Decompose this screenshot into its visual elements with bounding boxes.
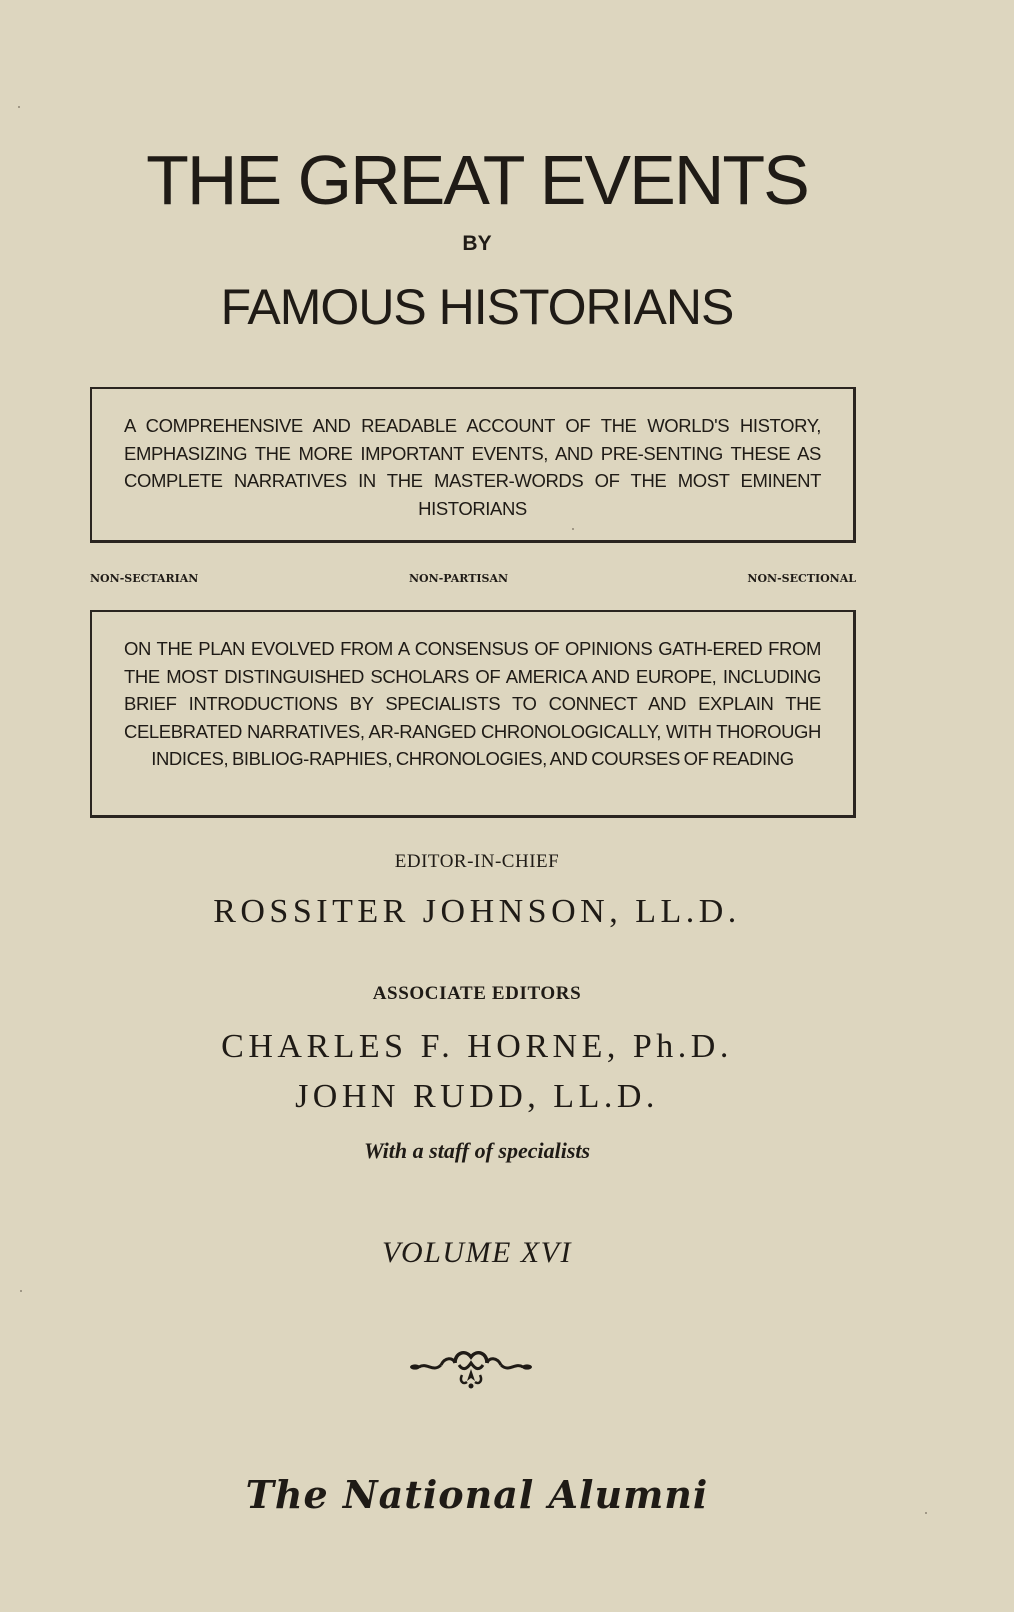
tag-non-partisan: NON-PARTISAN bbox=[409, 572, 509, 585]
description-text: A COMPREHENSIVE AND READABLE ACCOUNT OF THE WORLD'S HISTORY, EMPHASIZING THE MORE IMPORTANT EVENTS, AND PRE-SENTING THESE AS COMPLETE NARRATIVES IN THE MASTER-WORDS OF THE MOST EMINENT HISTORIANS bbox=[124, 415, 821, 519]
plan-box bbox=[90, 610, 856, 818]
volume-number: VOLUME XVI bbox=[382, 1236, 572, 1269]
associate-editors-label: ASSOCIATE EDITORS bbox=[372, 983, 582, 1004]
tag-non-sectional: NON-SECTIONAL bbox=[747, 572, 856, 585]
description-box bbox=[90, 387, 856, 543]
staff-note: With a staff of specialists bbox=[363, 1138, 591, 1163]
publisher-name: The National Alumni bbox=[245, 1472, 709, 1517]
paper-speck bbox=[572, 528, 574, 530]
editor-in-chief-name: ROSSITER JOHNSON, LL.D. bbox=[213, 893, 741, 930]
plan-text: ON THE PLAN EVOLVED FROM A CONSENSUS OF OPINIONS GATH-ERED FROM THE MOST DISTINGUISHED SCHOLARS OF AMERICA AND EUROPE, INCLUDING BRIEF INTRODUCTIONS BY SPECIALISTS TO CONNECT AND EXPLAIN THE CELEBRATED NARRATIVES, AR-RANGED CHRONOLOGICALLY, WITH THOROUGH INDICES, BIBLIOG-RAPHIES, CHRONOLOGIES, AND COURSES OF READING bbox=[124, 638, 821, 769]
associate-editor-name: CHARLES F. HORNE, Ph.D. bbox=[221, 1028, 733, 1065]
paper-speck bbox=[925, 1512, 927, 1514]
paper-speck bbox=[18, 106, 20, 108]
fleuron-ornament-icon bbox=[407, 1345, 535, 1393]
tagline-row bbox=[90, 572, 856, 588]
associate-editor-name: JOHN RUDD, LL.D. bbox=[295, 1078, 659, 1115]
book-title: THE GREAT EVENTS bbox=[146, 141, 808, 219]
editor-in-chief-label: EDITOR-IN-CHIEF bbox=[394, 851, 560, 872]
paper-speck bbox=[20, 1290, 22, 1292]
tag-non-sectarian: NON-SECTARIAN bbox=[90, 572, 199, 585]
book-subtitle: FAMOUS HISTORIANS bbox=[220, 279, 734, 335]
title-by: BY bbox=[462, 232, 492, 255]
